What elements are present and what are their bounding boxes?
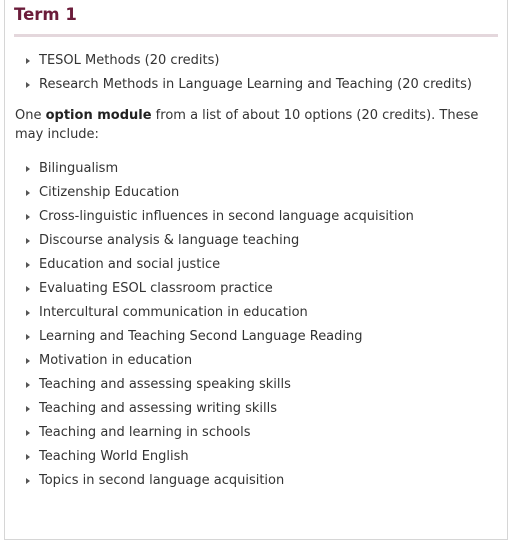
bullet-arrow-icon	[26, 166, 30, 172]
option-module-item	[5, 205, 414, 229]
intro-suffix: from a list of about 10 options (20 credits). These may include:	[15, 108, 479, 142]
core-module-item	[5, 73, 472, 97]
option-module-label: Teaching and assessing speaking skills	[39, 377, 291, 392]
term-panel	[4, 0, 508, 540]
heading-divider	[14, 34, 498, 37]
option-module-item	[5, 301, 414, 325]
option-module-item	[5, 397, 414, 421]
bullet-arrow-icon	[26, 286, 30, 292]
option-module-label: Discourse analysis & language teaching	[39, 233, 300, 248]
option-module-item	[5, 277, 414, 301]
bullet-arrow-icon	[26, 334, 30, 340]
option-module-item	[5, 373, 414, 397]
bullet-arrow-icon	[26, 214, 30, 220]
option-module-label: Teaching and assessing writing skills	[39, 401, 278, 416]
intro-bold-term: option module	[45, 108, 152, 123]
option-module-label: Education and social justice	[39, 257, 221, 272]
bullet-arrow-icon	[26, 238, 30, 244]
option-module-item	[5, 469, 414, 493]
option-module-label: Topics in second language acquisition	[39, 473, 285, 488]
option-module-label: Cross-linguistic influences in second language acquisition	[39, 209, 414, 224]
intro-prefix: One	[15, 108, 46, 123]
bullet-arrow-icon	[26, 82, 30, 88]
bullet-arrow-icon	[26, 478, 30, 484]
option-module-item	[5, 421, 414, 445]
core-module-label: Research Methods in Language Learning and Teaching (20 credits)	[39, 77, 472, 92]
option-module-label: Bilingualism	[39, 161, 119, 176]
option-module-label: Motivation in education	[39, 353, 193, 368]
option-module-item	[5, 157, 414, 181]
option-module-item	[5, 253, 414, 277]
option-module-label: Teaching World English	[39, 449, 189, 464]
option-module-item	[5, 349, 414, 373]
option-module-label: Evaluating ESOL classroom practice	[39, 281, 273, 296]
bullet-arrow-icon	[26, 406, 30, 412]
bullet-arrow-icon	[26, 310, 30, 316]
core-module-item	[5, 49, 472, 73]
bullet-arrow-icon	[26, 430, 30, 436]
bullet-arrow-icon	[26, 262, 30, 268]
term-heading: Term 1	[14, 5, 77, 24]
option-module-list	[5, 157, 414, 493]
bullet-arrow-icon	[26, 454, 30, 460]
option-intro	[15, 106, 503, 144]
bullet-arrow-icon	[26, 358, 30, 364]
option-module-label: Citizenship Education	[39, 185, 180, 200]
option-module-item	[5, 181, 414, 205]
bullet-arrow-icon	[26, 382, 30, 388]
core-module-label: TESOL Methods (20 credits)	[39, 53, 220, 68]
bullet-arrow-icon	[26, 58, 30, 64]
option-module-label: Teaching and learning in schools	[39, 425, 251, 440]
option-module-label: Intercultural communication in education	[39, 305, 308, 320]
option-module-item	[5, 325, 414, 349]
core-module-list	[5, 49, 472, 97]
option-module-label: Learning and Teaching Second Language Reading	[39, 329, 363, 344]
option-module-item	[5, 229, 414, 253]
option-module-item	[5, 445, 414, 469]
bullet-arrow-icon	[26, 190, 30, 196]
